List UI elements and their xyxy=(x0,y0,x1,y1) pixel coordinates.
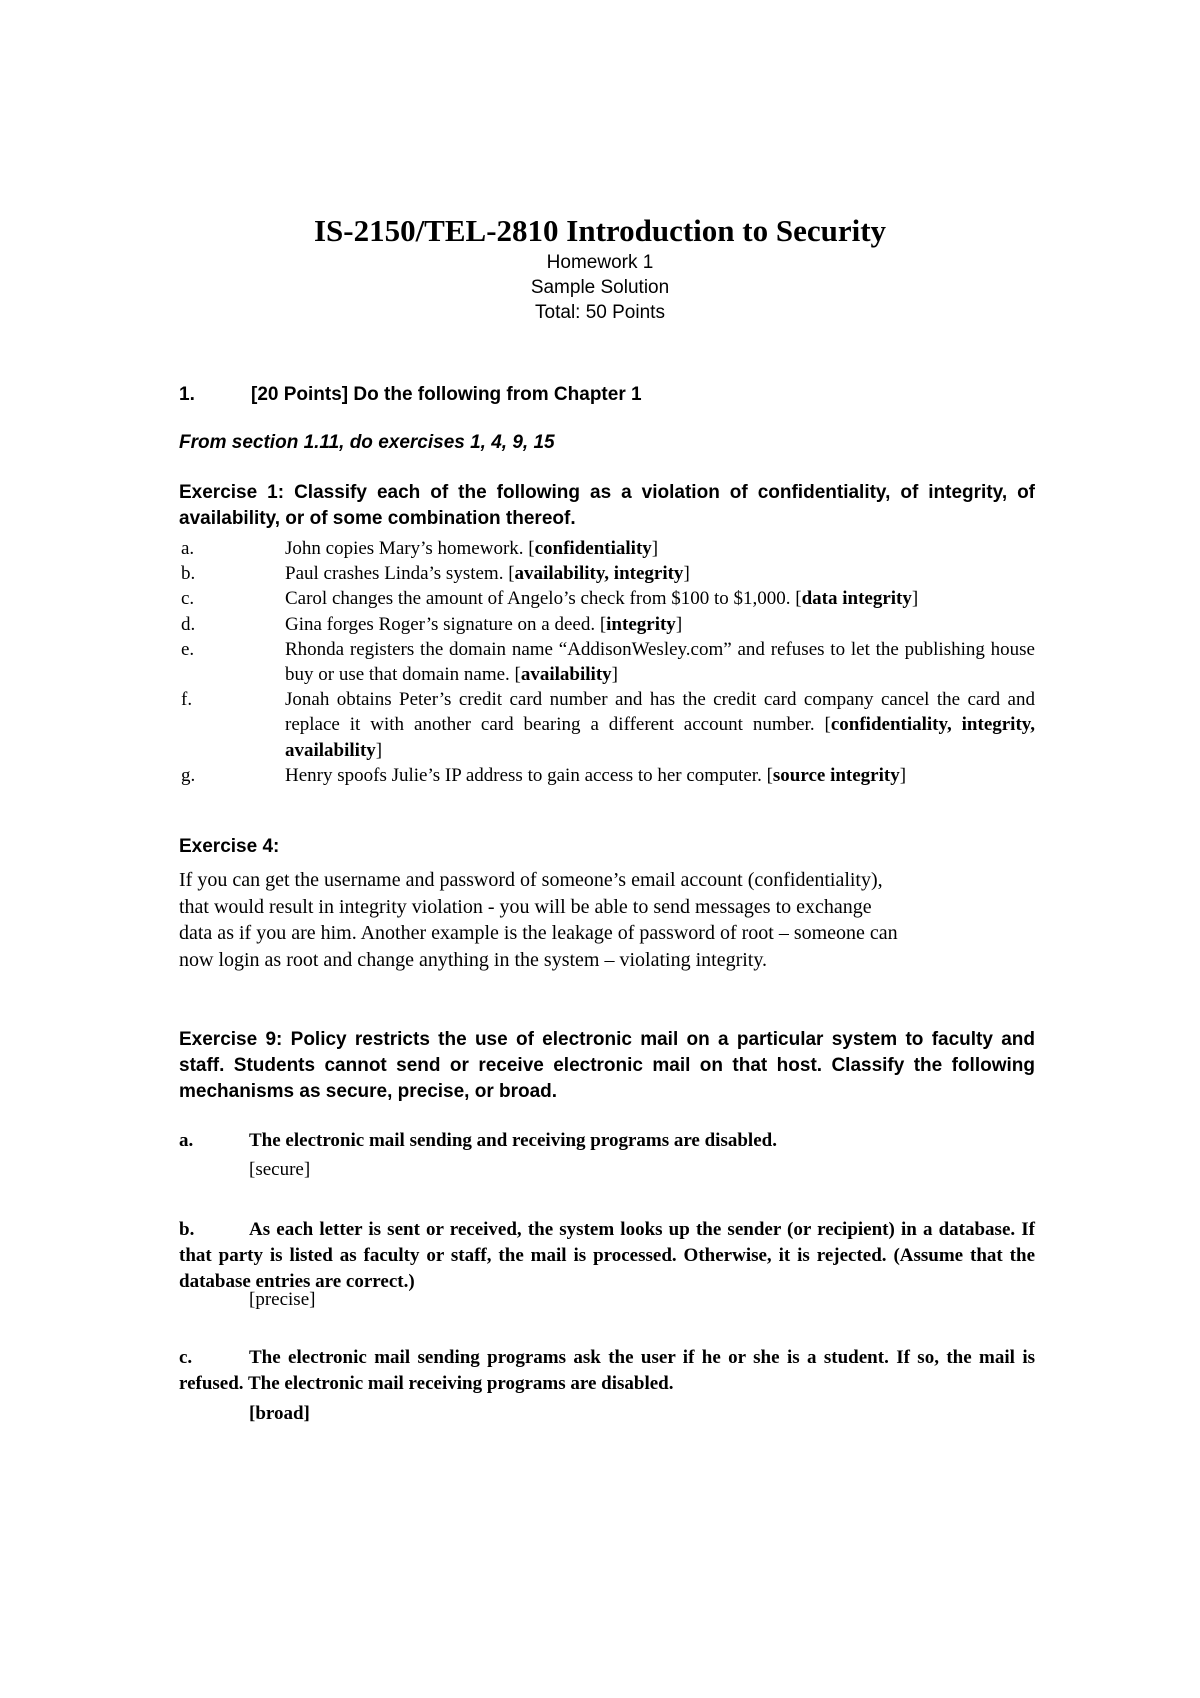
item-marker: d. xyxy=(181,613,196,635)
item-close: ] xyxy=(899,764,907,786)
item-text: Henry spoofs Julie’s IP address to gain access to her computer. [ xyxy=(285,764,773,786)
answer-line: that would result in integrity violation - you will be able to send messages to exchange xyxy=(179,895,872,918)
list-item xyxy=(179,687,1035,763)
item-text: John copies Mary’s homework. [ xyxy=(285,538,535,559)
question-subheading: From section 1.11, do exercises 1, 4, 9, 15 xyxy=(179,432,555,453)
exercise-1-list xyxy=(179,536,1035,788)
item-close: ] xyxy=(683,563,690,585)
exercise-1-prompt: Classify each of the following as a violation of confidentiality, of integrity, of availability, or of some combination thereof. xyxy=(179,482,1036,529)
item-close: ] xyxy=(651,538,659,559)
exercise-4-answer xyxy=(179,867,1059,973)
list-item xyxy=(179,612,1035,637)
exercise-4-heading: Exercise 4: xyxy=(179,836,280,857)
item-marker: g. xyxy=(181,764,196,786)
document-title: IS-2150/TEL-2810 Introduction to Security xyxy=(313,213,887,248)
item-close: ] xyxy=(375,739,383,761)
question-heading: [20 Points] Do the following from Chapter 1 xyxy=(251,384,642,405)
total-points: Total: 50 Points xyxy=(535,302,665,323)
item-text: Rhonda registers the domain name “AddisonWesley.com” and refuses to let the publishing house buy or use that domain name. [ xyxy=(285,638,1035,686)
mechanism-c xyxy=(179,1345,1035,1397)
exercise-9-heading xyxy=(179,1027,1035,1105)
item-marker: a. xyxy=(181,538,195,559)
list-item xyxy=(179,637,1035,687)
item-marker: a. xyxy=(179,1130,194,1151)
item-marker: c. xyxy=(181,588,195,610)
solution-label: Sample Solution xyxy=(530,277,670,298)
item-text: Jonah obtains Peter’s credit card number and has the credit card company cancel the card and replace it with another card bearing a different account number. [ xyxy=(285,689,1035,736)
item-answer: confidentiality xyxy=(534,538,652,559)
list-item xyxy=(179,586,1035,611)
exercise-1-heading xyxy=(179,480,1035,532)
item-answer: data integrity xyxy=(801,588,912,610)
list-item xyxy=(179,763,1035,788)
mechanism-text: The electronic mail sending and receiving programs are disabled. xyxy=(249,1130,777,1151)
list-item xyxy=(179,561,1035,586)
item-answer: source integrity xyxy=(772,764,900,786)
title-block xyxy=(0,212,1200,325)
item-answer: availability, integrity xyxy=(514,563,684,585)
answer-line: now login as root and change anything in the system – violating integrity. xyxy=(179,948,768,971)
item-text: Gina forges Roger’s signature on a deed. [ xyxy=(285,613,607,635)
item-answer: integrity xyxy=(606,613,676,635)
mechanism-b-answer: [precise] xyxy=(249,1289,316,1310)
item-close: ] xyxy=(611,664,618,686)
exercise-9-prompt: Policy restricts the use of electronic mail on a particular system to faculty and staff. Students cannot send or receive electronic mail on that host. Classify the following mechanisms as secure, precise, or broad. xyxy=(179,1029,1035,1102)
exercise-1-label: Exercise 1: xyxy=(179,482,285,503)
mechanism-b xyxy=(179,1217,1035,1295)
item-close: ] xyxy=(911,588,919,610)
answer-line: If you can get the username and password of someone’s email account (confidentiality), xyxy=(179,869,883,891)
exercise-9-label: Exercise 9: xyxy=(179,1029,283,1050)
item-close: ] xyxy=(675,613,683,635)
mechanism-text: As each letter is sent or received, the system looks up the sender (or recipient) in a database. If that party is listed as faculty or staff, the mail is processed. Otherwise, it is rejected. (Assume that the database entries are correct.) xyxy=(179,1219,1035,1292)
item-answer: availability xyxy=(520,664,612,686)
item-text: Carol changes the amount of Angelo’s check from $100 to $1,000. [ xyxy=(285,588,802,610)
item-marker: e. xyxy=(181,638,195,660)
item-marker: b. xyxy=(179,1219,195,1240)
homework-label: Homework 1 xyxy=(546,252,654,273)
mechanism-c-answer: [broad] xyxy=(249,1403,310,1424)
item-marker: b. xyxy=(181,563,196,585)
mechanism-a-answer: [secure] xyxy=(249,1159,311,1180)
mechanism-text: The electronic mail sending programs ask the user if he or she is a student. If so, the mail is refused. The electronic mail receiving programs are disabled. xyxy=(179,1347,1035,1394)
mechanism-a xyxy=(179,1128,1035,1154)
item-marker: c. xyxy=(179,1347,193,1368)
answer-line: data as if you are him. Another example is the leakage of password of root – someone can xyxy=(179,922,898,944)
question-number: 1. xyxy=(179,384,195,405)
item-text: Paul crashes Linda’s system. [ xyxy=(285,563,515,585)
list-item xyxy=(179,536,1035,561)
item-answer: confidentiality, integrity, availability xyxy=(285,714,1035,761)
item-marker: f. xyxy=(181,689,193,711)
